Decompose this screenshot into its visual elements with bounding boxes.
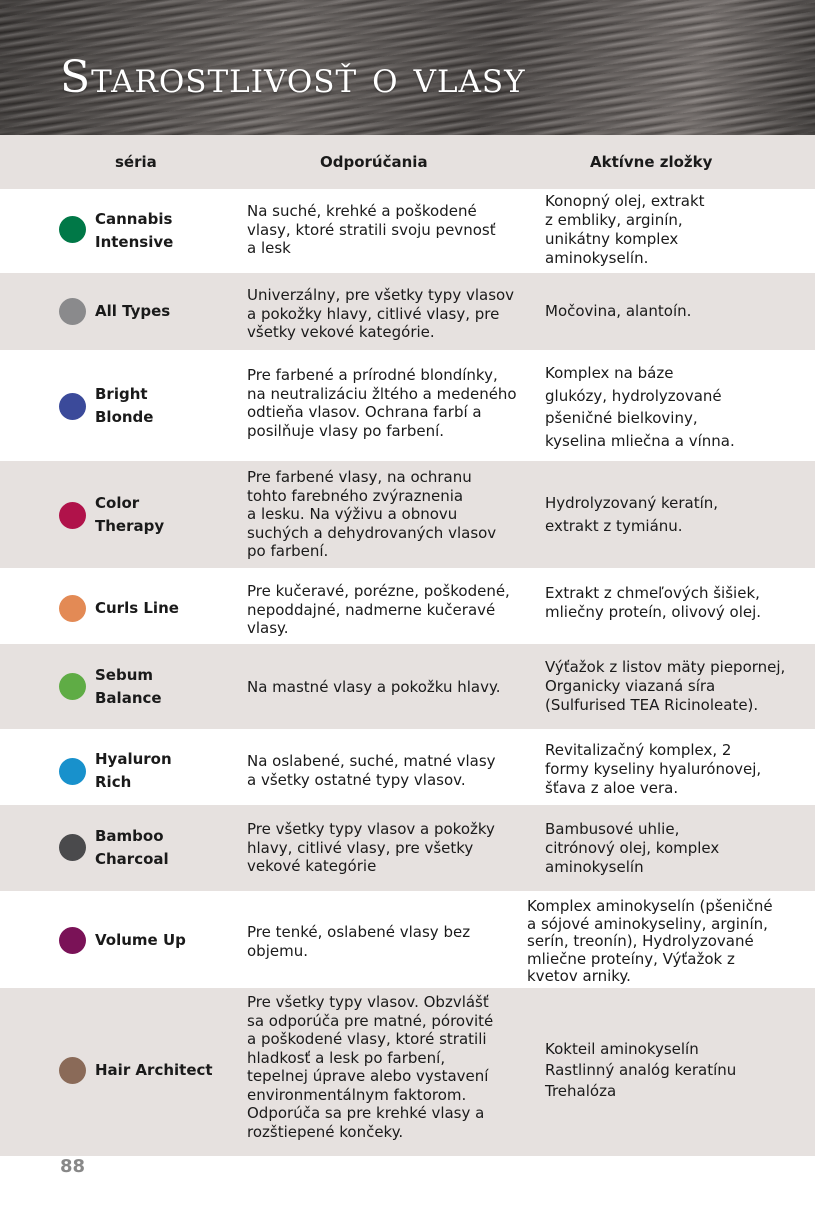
series-color-dot <box>59 1057 86 1084</box>
header-series: séria <box>115 153 157 171</box>
series-name: Color Therapy <box>95 494 165 535</box>
series-color-dot <box>59 502 86 529</box>
table-row <box>0 729 815 805</box>
table-row <box>0 461 815 568</box>
series-color-dot <box>59 758 86 785</box>
series-name: Hyaluron Rich <box>95 750 172 791</box>
series-color-dot <box>59 834 86 861</box>
recommendation-text: Na oslabené, suché, matné vlasy a všetky ostatné typy vlasov. <box>247 752 496 789</box>
active-ingredients-text: Konopný olej, extrakt z embliky, arginín, unikátny komplex aminokyselín. <box>545 192 705 267</box>
series-color-dot <box>59 298 86 325</box>
table-row <box>0 568 815 644</box>
table-row <box>0 350 815 461</box>
series-color-dot <box>59 595 86 622</box>
hair-photo-banner <box>0 0 815 135</box>
table-row <box>0 273 815 350</box>
active-ingredients-text: Výťažok z listov mäty piepornej, Organicky viazaná síra (Sulfurised TEA Ricinoleate). <box>545 658 786 714</box>
page-number: 88 <box>60 1156 86 1177</box>
table-row <box>0 189 815 273</box>
recommendation-text: Pre farbené a prírodné blondínky, na neutralizáciu žltého a medeného odtieňa vlasov. Ochrana farbí a posilňuje vlasy po farbení. <box>247 366 517 440</box>
active-ingredients-text: Kokteil aminokyselín Rastlinný analóg keratínu Trehalóza <box>545 1040 737 1100</box>
recommendation-text: Pre tenké, oslabené vlasy bez objemu. <box>247 923 471 960</box>
series-name: Curls Line <box>95 599 179 617</box>
series-name: Bamboo Charcoal <box>95 827 169 868</box>
series-name: Sebum Balance <box>95 666 162 707</box>
series-name: Bright Blonde <box>95 385 154 426</box>
active-ingredients-text: Močovina, alantoín. <box>545 302 692 320</box>
active-ingredients-text: Komplex na báze glukózy, hydrolyzované pšeničné bielkoviny, kyselina mliečna a vínna. <box>545 364 735 450</box>
table-row <box>0 805 815 891</box>
series-name: Volume Up <box>95 931 186 949</box>
series-color-dot <box>59 393 86 420</box>
page-title: Starostlivosť o vlasy <box>60 52 526 103</box>
series-color-dot <box>59 216 86 243</box>
recommendation-text: Pre farbené vlasy, na ochranu tohto farebného zvýraznenia a lesku. Na výživu a obnovu suchých a dehydrovaných vlasov po farbení. <box>247 468 497 560</box>
header-recommendations: Odporúčania <box>320 153 428 171</box>
series-name: Hair Architect <box>95 1061 213 1079</box>
active-ingredients-text: Hydrolyzovaný keratín, extrakt z tymiánu. <box>545 494 719 535</box>
table-row <box>0 891 815 988</box>
table-row <box>0 988 815 1156</box>
series-name: All Types <box>95 302 171 320</box>
recommendation-text: Pre všetky typy vlasov a pokožky hlavy, citlivé vlasy, pre všetky vekové kategórie <box>247 820 495 875</box>
recommendation-text: Na suché, krehké a poškodené vlasy, ktoré stratili svoju pevnosť a lesk <box>247 202 496 257</box>
product-table <box>0 135 815 1156</box>
series-color-dot <box>59 927 86 954</box>
active-ingredients-text: Revitalizačný komplex, 2 formy kyseliny hyalurónovej, šťava z aloe vera. <box>545 741 762 797</box>
table-header <box>0 135 815 189</box>
series-name: Cannabis Intensive <box>95 210 174 251</box>
recommendation-text: Pre kučeravé, porézne, poškodené, nepoddajné, nadmerne kučeravé vlasy. <box>247 582 510 637</box>
recommendation-text: Pre všetky typy vlasov. Obzvlášť sa odporúča pre matné, pórovité a poškodené vlasy, ktoré stratili hladkosť a lesk po farbení, tepelnej úprave alebo vystavení environmentálnym faktorom. Odporúča sa pre krehké vlasy a rozštiepené končeky. <box>247 993 494 1141</box>
active-ingredients-text: Bambusové uhlie, citrónový olej, komplex aminokyselín <box>545 820 720 876</box>
recommendation-text: Univerzálny, pre všetky typy vlasov a pokožky hlavy, citlivé vlasy, pre všetky vekové kategórie. <box>247 286 515 341</box>
series-color-dot <box>59 673 86 700</box>
active-ingredients-text: Extrakt z chmeľových šišiek, mliečny proteín, olivový olej. <box>545 584 762 621</box>
table-row <box>0 644 815 729</box>
recommendation-text: Na mastné vlasy a pokožku hlavy. <box>247 678 501 696</box>
active-ingredients-text: Komplex aminokyselín (pšeničné a sójové aminokyseliny, arginín, serín, treonín), Hydrolyzované mliečne proteíny, Výťažok z kvetov arniky. <box>527 897 773 985</box>
header-active: Aktívne zložky <box>590 153 713 171</box>
